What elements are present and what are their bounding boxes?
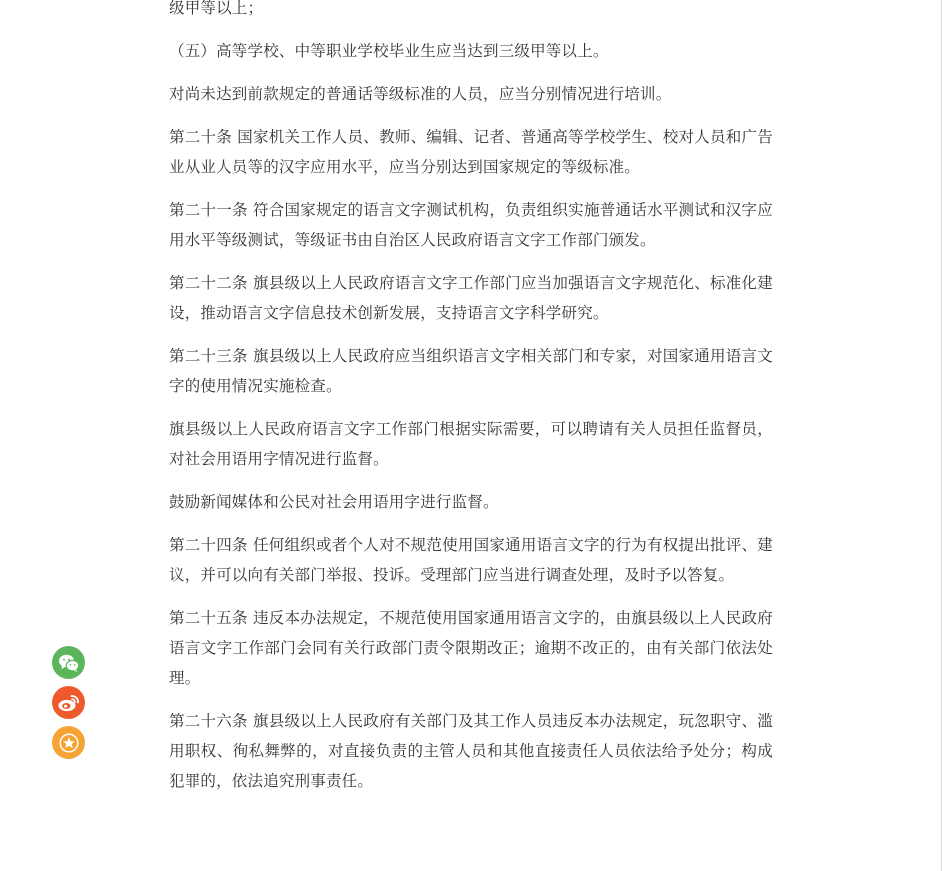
share-favorite-button[interactable] xyxy=(52,726,85,759)
article-paragraph: 第二十六条 旗县级以上人民政府有关部门及其工作人员违反本办法规定，玩忽职守、滥用职权、徇私舞弊的，对直接负责的主管人员和其他直接责任人员依法给予处分；构成犯罪的，依法追究刑事责任。 xyxy=(169,712,773,790)
share-weibo-button[interactable] xyxy=(52,686,85,719)
weibo-icon xyxy=(57,692,81,714)
star-icon xyxy=(58,732,80,754)
article-paragraph: 级甲等以上； xyxy=(169,0,264,17)
article-body xyxy=(169,0,773,809)
article-paragraph: 对尚未达到前款规定的普通话等级标准的人员，应当分别情况进行培训。 xyxy=(169,85,672,103)
article-paragraph: 第二十四条 任何组织或者个人对不规范使用国家通用语言文字的行为有权提出批评、建议，并可以向有关部门举报、投诉。受理部门应当进行调查处理，及时予以答复。 xyxy=(169,536,773,584)
article-paragraph: 第二十条 国家机关工作人员、教师、编辑、记者、普通高等学校学生、校对人员和广告业从业人员等的汉字应用水平，应当分别达到国家规定的等级标准。 xyxy=(169,128,773,176)
article-paragraph: （五）高等学校、中等职业学校毕业生应当达到三级甲等以上。 xyxy=(169,42,609,60)
article-paragraph: 第二十一条 符合国家规定的语言文字测试机构，负责组织实施普通话水平测试和汉字应用水平等级测试，等级证书由自治区人民政府语言文字工作部门颁发。 xyxy=(169,201,773,249)
share-wechat-button[interactable] xyxy=(52,646,85,679)
wechat-icon xyxy=(58,653,80,673)
article-paragraph: 第二十五条 违反本办法规定，不规范使用国家通用语言文字的，由旗县级以上人民政府语言文字工作部门会同有关行政部门责令限期改正；逾期不改正的，由有关部门依法处理。 xyxy=(169,609,773,687)
article-paragraph: 鼓励新闻媒体和公民对社会用语用字进行监督。 xyxy=(169,493,499,511)
article-paragraph: 旗县级以上人民政府语言文字工作部门根据实际需要，可以聘请有关人员担任监督员，对社会用语用字情况进行监督。 xyxy=(169,420,773,468)
article-paragraph: 第二十二条 旗县级以上人民政府语言文字工作部门应当加强语言文字规范化、标准化建设，推动语言文字信息技术创新发展，支持语言文字科学研究。 xyxy=(169,274,773,322)
article-paragraph: 第二十三条 旗县级以上人民政府应当组织语言文字相关部门和专家，对国家通用语言文字的使用情况实施检查。 xyxy=(169,347,773,395)
